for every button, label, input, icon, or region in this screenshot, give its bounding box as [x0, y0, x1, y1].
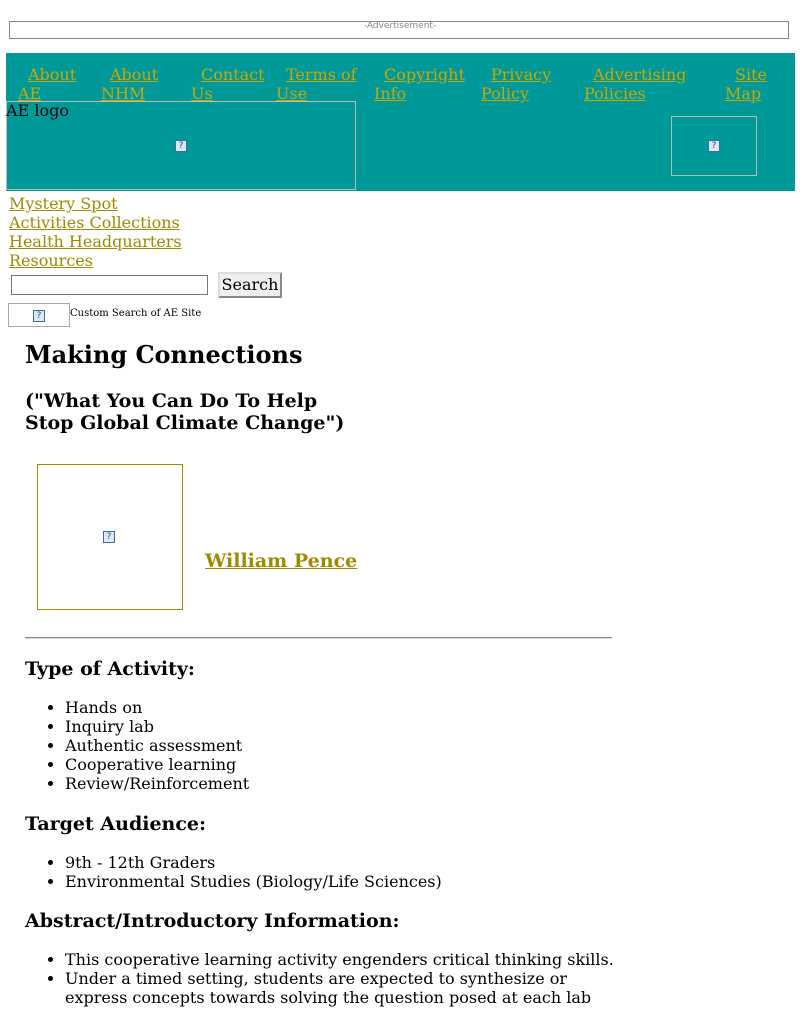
divider — [25, 637, 612, 639]
google-search-logo — [8, 303, 70, 327]
site-header — [6, 53, 795, 191]
author-link[interactable]: William Pence — [205, 550, 358, 572]
list-item: • Inquiry lab — [65, 717, 615, 736]
header-right-image[interactable] — [671, 116, 757, 176]
nav-terms-of-use[interactable]: Terms of Use — [276, 65, 357, 103]
list-item: • Hands on — [65, 698, 615, 717]
list-item: • 9th - 12th Graders — [65, 853, 615, 872]
search-caption: Custom Search of AE Site — [70, 308, 202, 319]
section-heading: Abstract/Introductory Information: — [25, 910, 400, 932]
broken-image-icon: ? — [175, 140, 187, 152]
list-item: • Review/Reinforcement — [65, 774, 615, 793]
section-links — [9, 194, 182, 270]
link-mystery-spot[interactable]: Mystery Spot — [9, 194, 118, 213]
page-subtitle: ("What You Can Do To Help Stop Global Climate Change") — [25, 390, 345, 434]
abstract-list — [25, 950, 615, 1007]
link-activities-collections[interactable]: Activities Collections — [9, 213, 180, 232]
section-target-audience — [25, 813, 615, 891]
broken-image-icon: ? — [33, 310, 45, 322]
broken-image-icon: ? — [708, 140, 720, 152]
page-title: Making Connections — [25, 340, 303, 369]
search-button[interactable]: Search — [218, 272, 282, 298]
advertisement-label: -Advertisement- — [363, 21, 437, 31]
nav-copyright-info[interactable]: Copyright Info — [374, 65, 465, 103]
nav-about-ae[interactable]: About AE — [18, 65, 77, 103]
audience-list — [25, 853, 615, 891]
search-input[interactable] — [11, 275, 208, 295]
list-item: • Under a timed setting, students are expected to synthesize or express concepts towards solving the question posed at each lab — [65, 969, 615, 1007]
section-heading: Type of Activity: — [25, 658, 195, 680]
list-item: • Authentic assessment — [65, 736, 615, 755]
nav-about-nhm[interactable]: About NHM — [101, 65, 159, 103]
nav-contact-us[interactable]: Contact Us — [191, 65, 265, 103]
section-heading: Target Audience: — [25, 813, 207, 835]
ae-logo-alt-text: AE logo — [6, 101, 69, 120]
link-health-headquarters[interactable]: Health Headquarters — [9, 232, 182, 251]
link-resources[interactable]: Resources — [9, 251, 93, 270]
activity-list — [25, 698, 615, 793]
author-photo[interactable] — [37, 464, 183, 610]
nav-site-map[interactable]: Site Map — [725, 65, 767, 103]
nav-privacy-policy[interactable]: Privacy Policy — [481, 65, 552, 103]
broken-image-icon: ? — [103, 531, 115, 543]
list-item: • This cooperative learning activity engenders critical thinking skills. — [65, 950, 615, 969]
list-item: • Cooperative learning — [65, 755, 615, 774]
section-type-of-activity — [25, 658, 615, 793]
section-abstract — [25, 910, 615, 1007]
nav-advertising-policies[interactable]: Advertising Policies — [584, 65, 687, 103]
top-nav — [6, 59, 795, 103]
list-item: • Environmental Studies (Biology/Life Sciences) — [65, 872, 615, 891]
